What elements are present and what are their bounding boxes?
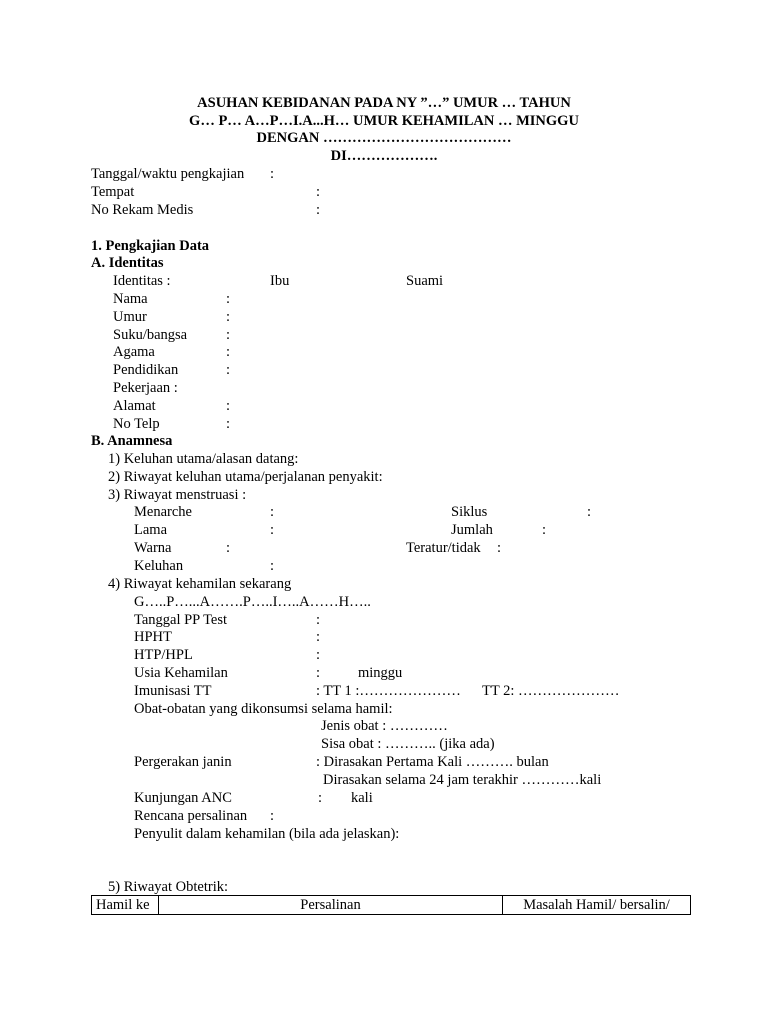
- doc-title-line-1: ASUHAN KEBIDANAN PADA NY ”…” UMUR … TAHUN: [197, 95, 571, 111]
- doc-title-line-3: DENGAN …………………………………: [256, 130, 512, 146]
- jumlah-label: Jumlah: [451, 522, 493, 538]
- keluhan-menstruasi-colon: :: [270, 558, 275, 574]
- identitas-label: Identitas :: [113, 273, 171, 289]
- pekerjaan-label: Pekerjaan :: [113, 380, 178, 396]
- obat-label: Obat-obatan yang dikonsumsi selama hamil:: [134, 701, 393, 717]
- lama-label: Lama: [134, 522, 168, 538]
- kunjungan-anc-colon: :: [318, 790, 323, 806]
- keluhan-menstruasi-label: Keluhan: [134, 558, 184, 574]
- keluhan-utama-item: 1) Keluhan utama/alasan datang:: [108, 451, 299, 467]
- doc-title-line-2: G… P… A…P…I.A...H… UMUR KEHAMILAN … MINGGU: [189, 113, 579, 129]
- gpaiah-line: G…..P…...A…….P…..I…..A……H…..: [134, 594, 371, 610]
- lama-colon: :: [270, 522, 275, 538]
- telp-label: No Telp: [113, 416, 160, 432]
- usia-minggu-unit: minggu: [358, 665, 403, 681]
- riwayat-keluhan-item: 2) Riwayat keluhan utama/perjalanan penyakit:: [108, 469, 383, 485]
- rencana-persalinan-colon: :: [270, 808, 275, 824]
- agama-label: Agama: [113, 344, 155, 360]
- teratur-colon: :: [497, 540, 502, 556]
- tanggal-label: Tanggal/waktu pengkajian: [91, 166, 245, 182]
- htp-colon: :: [316, 647, 321, 663]
- tempat-label: Tempat: [91, 184, 135, 200]
- tempat-colon: :: [316, 184, 321, 200]
- menarche-label: Menarche: [134, 504, 192, 520]
- alamat-label: Alamat: [113, 398, 156, 414]
- no-rm-colon: :: [316, 202, 321, 218]
- tanggal-colon: :: [270, 166, 275, 182]
- pergerakan-janin-label: Pergerakan janin: [134, 754, 232, 770]
- alamat-colon: :: [226, 398, 231, 414]
- menarche-colon: :: [270, 504, 275, 520]
- hpht-label: HPHT: [134, 629, 172, 645]
- section-a-heading: A. Identitas: [91, 255, 164, 271]
- umur-label: Umur: [113, 309, 147, 325]
- umur-colon: :: [226, 309, 231, 325]
- section-b-heading: B. Anamnesa: [91, 433, 173, 449]
- ibu-column-label: Ibu: [270, 273, 290, 289]
- header-persalinan: Persalinan: [159, 896, 503, 915]
- tt2-field: TT 2: …………………: [482, 683, 620, 699]
- rencana-persalinan-label: Rencana persalinan: [134, 808, 248, 824]
- header-masalah: Masalah Hamil/ bersalin/: [503, 896, 691, 915]
- telp-colon: :: [226, 416, 231, 432]
- jenis-obat-field: Jenis obat : …………: [321, 718, 448, 734]
- hpht-colon: :: [316, 629, 321, 645]
- pertama-kali-field: : Dirasakan Pertama Kali ………. bulan: [316, 754, 549, 770]
- pendidikan-colon: :: [226, 362, 231, 378]
- riwayat-obstetrik-item: 5) Riwayat Obtetrik:: [108, 879, 229, 895]
- selama-24-jam-field: Dirasakan selama 24 jam terakhir …………kali: [323, 772, 602, 788]
- header-hamil-ke: Hamil ke: [92, 896, 159, 915]
- tt1-field: : TT 1 :…………………: [316, 683, 461, 699]
- siklus-label: Siklus: [451, 504, 488, 520]
- kunjungan-kali-unit: kali: [351, 790, 373, 806]
- section-1-heading: 1. Pengkajian Data: [91, 238, 210, 254]
- kunjungan-anc-label: Kunjungan ANC: [134, 790, 232, 806]
- pp-test-label: Tanggal PP Test: [134, 612, 228, 628]
- table-header-row: [92, 896, 691, 915]
- no-rm-label: No Rekam Medis: [91, 202, 194, 218]
- agama-colon: :: [226, 344, 231, 360]
- usia-kehamilan-label: Usia Kehamilan: [134, 665, 228, 681]
- imunisasi-label: Imunisasi TT: [134, 683, 212, 699]
- penyulit-label: Penyulit dalam kehamilan (bila ada jelaskan):: [134, 826, 400, 842]
- warna-colon: :: [226, 540, 231, 556]
- warna-label: Warna: [134, 540, 172, 556]
- obstetric-history-table: [91, 895, 691, 915]
- jumlah-colon: :: [542, 522, 547, 538]
- riwayat-kehamilan-item: 4) Riwayat kehamilan sekarang: [108, 576, 292, 592]
- doc-title-line-4: DI……………….: [330, 148, 438, 164]
- htp-label: HTP/HPL: [134, 647, 193, 663]
- teratur-label: Teratur/tidak: [406, 540, 481, 556]
- nama-label: Nama: [113, 291, 148, 307]
- riwayat-menstruasi-item: 3) Riwayat menstruasi :: [108, 487, 247, 503]
- suami-column-label: Suami: [406, 273, 444, 289]
- nama-colon: :: [226, 291, 231, 307]
- suku-label: Suku/bangsa: [113, 327, 188, 343]
- suku-colon: :: [226, 327, 231, 343]
- usia-kehamilan-colon: :: [316, 665, 321, 681]
- sisa-obat-field: Sisa obat : ……….. (jika ada): [321, 736, 495, 752]
- siklus-colon: :: [587, 504, 592, 520]
- pendidikan-label: Pendidikan: [113, 362, 179, 378]
- pp-test-colon: :: [316, 612, 321, 628]
